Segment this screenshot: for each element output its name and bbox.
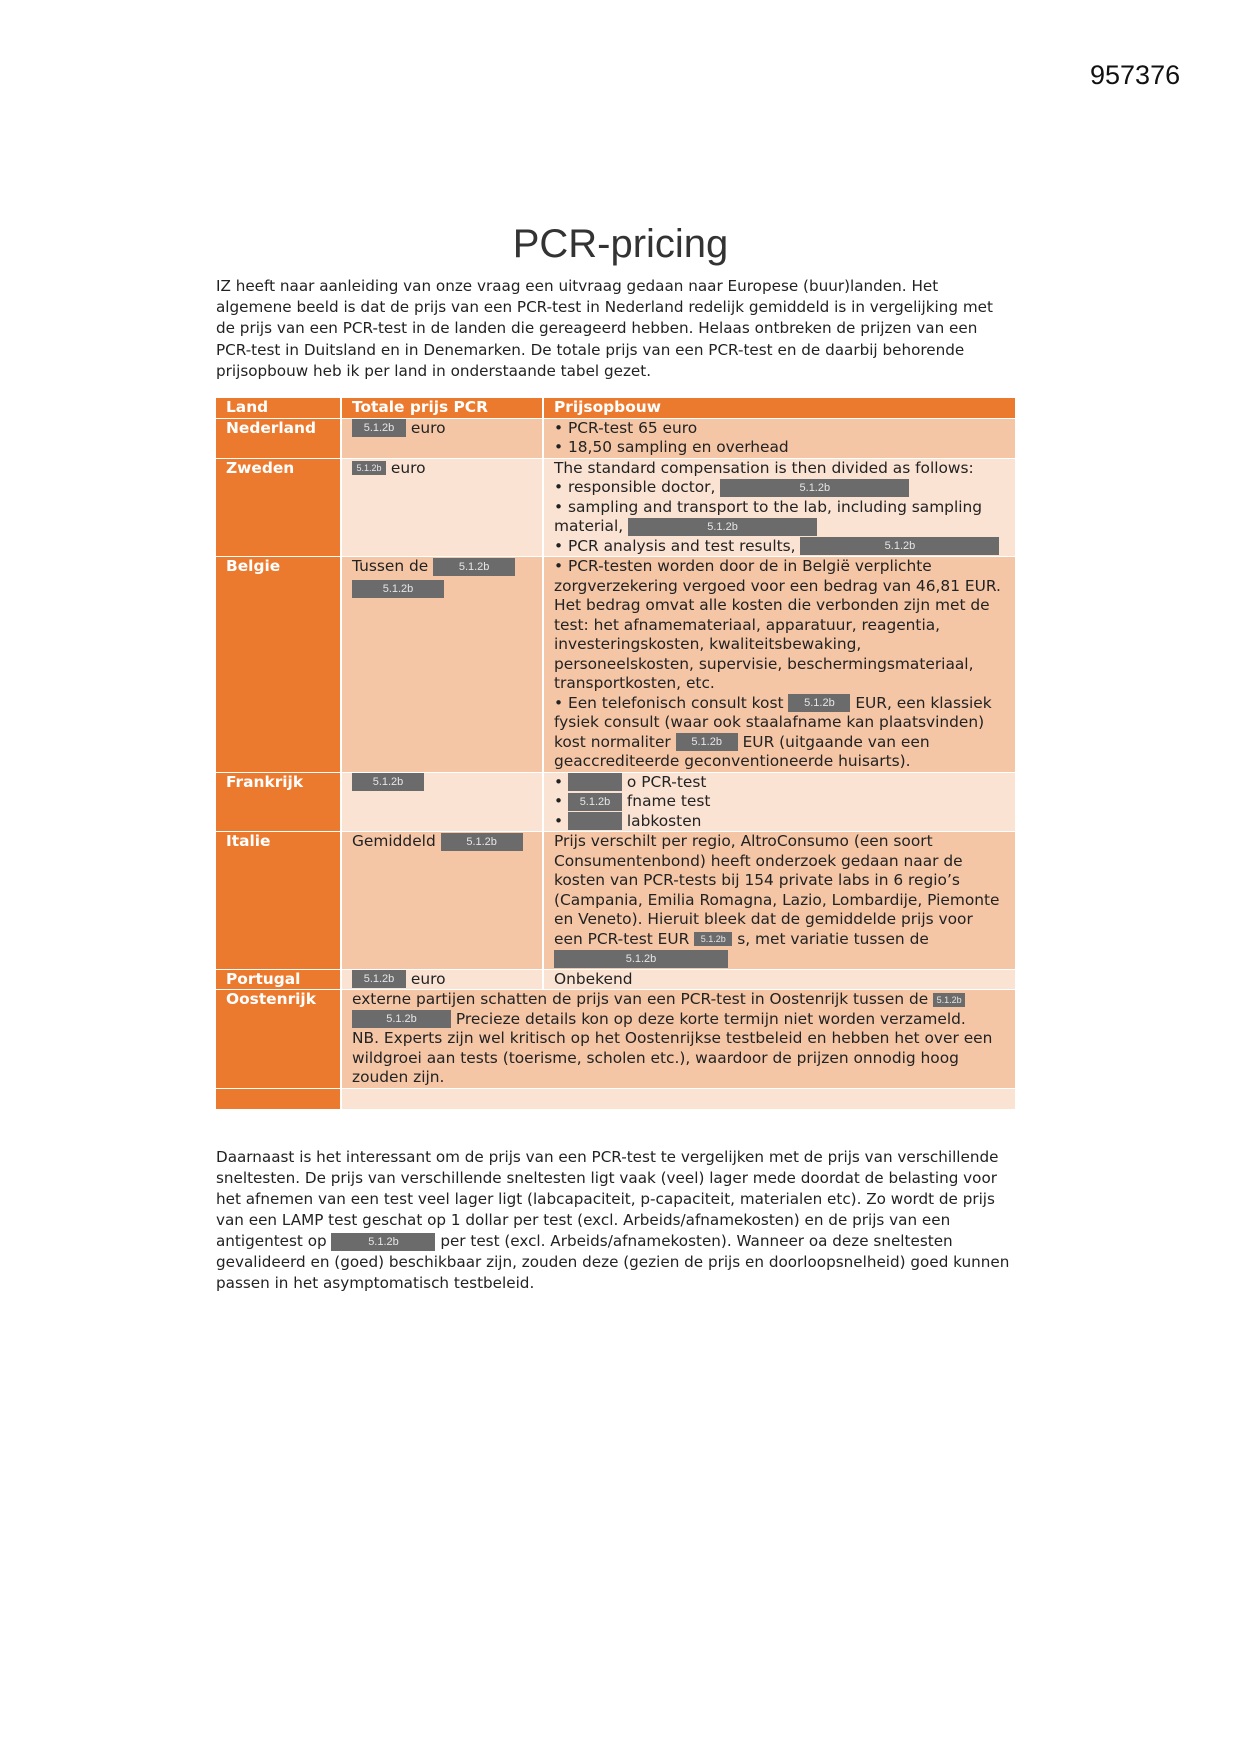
price-prefix: Gemiddeld: [352, 832, 436, 850]
price-breakdown-cell: [543, 772, 1016, 832]
closing-text: Daarnaast is het interessant om de prijs van een PCR-test te vergelijken met de prijs van verschillende sneltesten. De prijs van verschillende sneltesten ligt vaak (veel) lager mede doordat de belasting voor het afnemen van een test veel lager ligt (labcapaciteit, p-capaciteit, materialen etc). Zo wordt de prijs van een LAMP test geschat op 1 dollar per test (excl. Arbeids/afnamekosten) en de prijs van een antigentest op: [216, 1148, 999, 1250]
country-name: Zweden: [216, 458, 341, 557]
breakdown-line-wrap: [554, 537, 1005, 557]
breakdown-line: • responsible doctor,: [554, 478, 716, 496]
empty-land-cell: [216, 1088, 341, 1109]
redaction-box: 5.1.2b: [720, 479, 909, 497]
table-row-oostenrijk: [216, 990, 1016, 1089]
document-number: 957376: [1090, 60, 1181, 90]
breakdown-line-wrap: • o PCR-test: [554, 772, 707, 791]
table-header-row: [216, 398, 1016, 418]
price-breakdown-cell: [543, 418, 1016, 458]
redaction-box: 5.1.2b: [433, 558, 515, 576]
redaction-box: 5.1.2b: [441, 833, 523, 851]
breakdown-line: EUR, een klassiek fysiek consult (waar ook staalafname kan plaatsvinden) kost normaliter: [554, 693, 992, 751]
remark-text: externe partijen schatten de prijs van een PCR-test in Oostenrijk tussen de: [352, 990, 929, 1008]
breakdown-line: The standard compensation is then divided as follows:: [554, 458, 974, 477]
price-suffix: euro: [410, 969, 446, 988]
header-price-breakdown: Prijsopbouw: [543, 398, 1016, 418]
pricing-table: [216, 398, 1017, 1110]
breakdown-line: labkosten: [626, 811, 702, 830]
table-row-belgie: [216, 557, 1016, 773]
price-breakdown-cell: [543, 832, 1016, 970]
breakdown-line: • PCR-testen worden door de in België verplichte zorgverzekering vergoed voor een bedrag van 46,81 EUR. Het bedrag omvat alle kosten die verbonden zijn met de test: het afnamemateriaal, apparatuur, reagentia, investeringskosten, kwaliteitsbewaking, personeelskosten, supervisie, beschermingsmateriaal, transportkosten, etc.: [554, 557, 1001, 692]
table-row-italie: [216, 832, 1016, 970]
redaction-box: 5.1.2b: [933, 993, 965, 1007]
redaction-box: 5.1.2b: [694, 932, 732, 946]
total-price-cell: [341, 418, 543, 458]
total-price-cell: [341, 772, 543, 832]
austria-remark-cell: [341, 990, 1016, 1089]
breakdown-line-wrap: [554, 478, 1005, 498]
price-suffix: euro: [410, 418, 446, 437]
redaction-box: 5.1.2b: [628, 518, 817, 536]
page-title: PCR-pricing: [512, 222, 729, 266]
header-total-price: Totale prijs PCR: [341, 398, 543, 418]
breakdown-line-wrap: [554, 498, 1005, 537]
price-breakdown-cell: [543, 557, 1016, 773]
country-name: Portugal: [216, 969, 341, 990]
country-name: Nederland: [216, 418, 341, 458]
breakdown-line-wrap: • 5.1.2b fname test: [554, 792, 711, 810]
breakdown-line: • Een telefonisch consult kost: [554, 693, 784, 712]
closing-paragraph: [216, 1147, 1016, 1294]
redaction-box: 5.1.2b: [352, 773, 424, 791]
price-prefix: Tussen de: [352, 557, 429, 575]
table-row-empty: [216, 1088, 1016, 1109]
redaction-box: [568, 773, 622, 791]
country-name: Belgie: [216, 557, 341, 773]
redaction-box: 5.1.2b: [352, 419, 406, 437]
breakdown-line: • PCR-test 65 euro: [554, 418, 698, 437]
redaction-box: 5.1.2b: [352, 580, 444, 598]
breakdown-line: o PCR-test: [626, 772, 707, 791]
redaction-box: 5.1.2b: [788, 694, 850, 712]
breakdown-line-wrap: [554, 694, 1005, 772]
price-breakdown-cell: Onbekend: [543, 969, 1016, 990]
redaction-box: 5.1.2b: [676, 733, 738, 751]
empty-cell: [341, 1088, 1016, 1109]
price-breakdown-cell: [543, 458, 1016, 557]
breakdown-line: s, met variatie tussen de: [737, 929, 929, 948]
breakdown-line: • sampling and transport to the lab, including sampling material,: [554, 497, 983, 535]
remark-text: Precieze details kon op deze korte termijn niet worden verzameld.: [455, 1009, 966, 1028]
breakdown-line: • PCR analysis and test results,: [554, 536, 796, 555]
redaction-box: 5.1.2b: [568, 793, 622, 811]
header-land: Land: [216, 398, 341, 418]
country-name: Oostenrijk: [216, 990, 341, 1089]
breakdown-line: EUR (uitgaande van een geaccrediteerde geconventioneerde huisarts).: [554, 732, 930, 770]
total-price-cell: [341, 458, 543, 557]
redaction-box: 5.1.2b: [352, 1010, 451, 1028]
table-row-zweden: [216, 458, 1016, 557]
country-name: Italie: [216, 832, 341, 970]
redaction-box: 5.1.2b: [554, 950, 728, 968]
redaction-box: [568, 812, 622, 830]
intro-paragraph: IZ heeft naar aanleiding van onze vraag een uitvraag gedaan naar Europese (buur)landen. Het algemene beeld is dat de prijs van een PCR-test in Nederland redelijk gemiddeld is in vergelijking met de prijs van een PCR-test in de landen die gereageerd hebben. Helaas ontbreken de prijzen van een PCR-test in Duitsland en in Denemarken. De totale prijs van een PCR-test en de daarbij behorende prijsopbouw heb ik per land in onderstaande tabel gezet.: [216, 277, 993, 380]
redaction-box: 5.1.2b: [352, 970, 406, 988]
table-row-portugal: [216, 969, 1016, 990]
country-name: Frankrijk: [216, 772, 341, 832]
total-price-cell: [341, 969, 543, 990]
table-row-nederland: [216, 418, 1016, 458]
redaction-box: 5.1.2b: [352, 461, 386, 475]
redaction-box: 5.1.2b: [800, 537, 999, 555]
breakdown-line: Prijs verschilt per regio, AltroConsumo (een soort Consumentenbond) heeft onderzoek gedaan naar de kosten van PCR-tests bij 154 private labs in 6 regio’s (Campania, Emilia Romagna, Lazio, Lombardije, Piemonte en Veneto). Hieruit bleek dat de gemiddelde prijs voor een PCR-test EUR: [554, 832, 1000, 948]
table-row-frankrijk: [216, 772, 1016, 832]
breakdown-line: fname test: [626, 792, 711, 810]
redaction-box: 5.1.2b: [331, 1233, 435, 1251]
total-price-cell: [341, 832, 543, 970]
closing-text: per test (excl. Arbeids/afnamekosten). Wanneer oa deze sneltesten gevalideerd en (goed) beschikbaar zijn, zouden deze (gezien de prijs en doorloopsnelheid) goed kunnen passen in het asymptomatisch testbeleid.: [216, 1232, 1010, 1292]
remark-text: NB. Experts zijn wel kritisch op het Oostenrijkse testbeleid en hebben het over een wildgroei aan tests (toerisme, scholen etc.), waardoor de prijzen onnodig hoog zouden zijn.: [352, 1029, 993, 1086]
breakdown-line-wrap: • labkosten: [554, 811, 702, 830]
breakdown-line: • 18,50 sampling en overhead: [554, 438, 789, 456]
total-price-cell: [341, 557, 543, 773]
price-suffix: euro: [390, 458, 426, 477]
